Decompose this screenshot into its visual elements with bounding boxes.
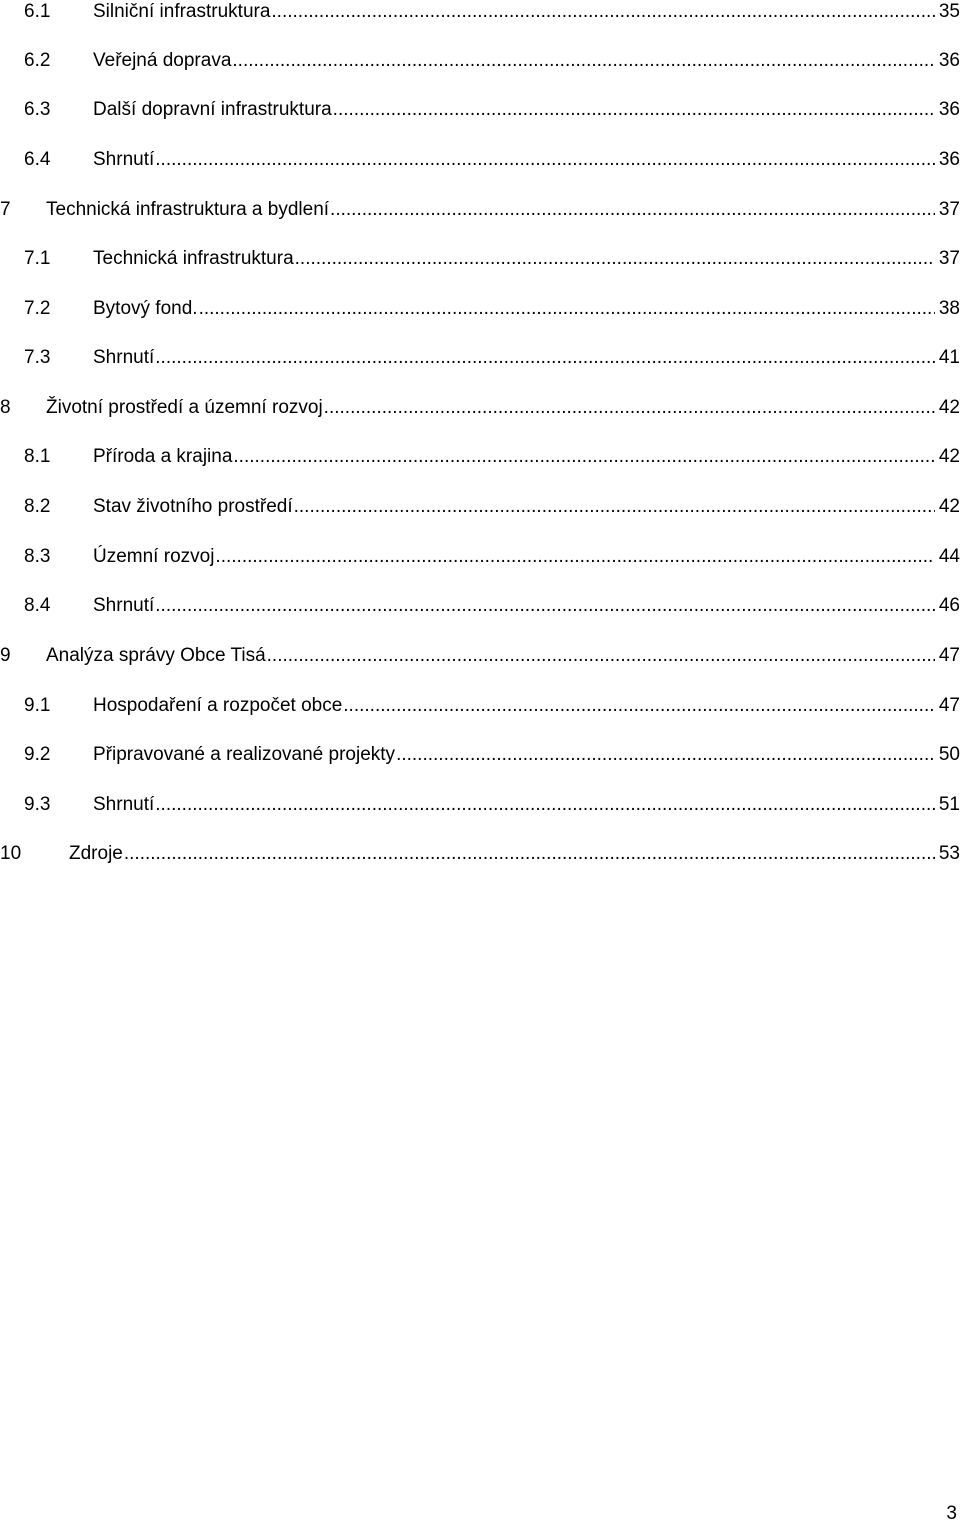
toc-entry-6-1[interactable]	[0, 0, 960, 30]
toc-entry-10[interactable]	[0, 842, 960, 872]
toc-entry-page: 38	[938, 298, 960, 319]
dot-leader	[215, 545, 934, 569]
toc-entry-6-3[interactable]	[0, 98, 960, 128]
toc-entry-8-1[interactable]	[0, 445, 960, 475]
toc-entry-8-2[interactable]	[0, 495, 960, 525]
toc-entry-9-2[interactable]	[0, 743, 960, 773]
dot-leader	[155, 793, 935, 817]
toc-entry-title: Technická infrastruktura a bydlení	[46, 199, 330, 220]
toc-entry-title: Analýza správy Obce Tisá	[46, 645, 266, 666]
toc-entry-number: 6.2	[24, 50, 51, 71]
dot-leader	[295, 247, 935, 271]
toc-entry-title: Shrnutí	[93, 347, 155, 368]
dot-leader	[199, 297, 935, 321]
toc-entry-number: 8.4	[24, 595, 51, 616]
toc-entry-6-2[interactable]	[0, 49, 960, 79]
toc-entry-page: 36	[938, 99, 960, 120]
toc-entry-title: Další dopravní infrastruktura	[93, 99, 332, 120]
toc-entry-number: 9.3	[24, 794, 51, 815]
toc-entry-8[interactable]	[0, 396, 960, 426]
dot-leader	[155, 346, 935, 370]
toc-entry-page: 47	[938, 645, 960, 666]
dot-leader	[324, 396, 935, 420]
toc-entry-title: Shrnutí	[93, 595, 155, 616]
toc-entry-title: Shrnutí	[93, 149, 155, 170]
toc-entry-8-4[interactable]	[0, 594, 960, 624]
dot-leader	[155, 148, 935, 172]
toc-entry-page: 50	[938, 744, 960, 765]
toc-entry-page: 37	[938, 248, 960, 269]
toc-entry-page: 47	[938, 695, 960, 716]
toc-entry-page: 53	[938, 843, 960, 864]
page-number: 3	[946, 1503, 957, 1524]
toc-entry-title: Veřejná doprava	[93, 50, 232, 71]
toc-entry-6-4[interactable]	[0, 148, 960, 178]
dot-leader	[124, 842, 935, 866]
toc-entry-number: 6.1	[24, 1, 51, 22]
dot-leader	[333, 98, 935, 122]
toc-entry-number: 9	[0, 645, 11, 666]
toc-entry-7-2[interactable]	[0, 297, 960, 327]
toc-entry-page: 51	[938, 794, 960, 815]
toc-entry-page: 37	[938, 199, 960, 220]
toc-entry-title: Bytový fond.	[93, 298, 198, 319]
toc-entry-8-3[interactable]	[0, 545, 960, 575]
dot-leader	[271, 0, 934, 24]
dot-leader	[396, 743, 935, 767]
toc-entry-page: 42	[938, 496, 960, 517]
toc-entry-page: 44	[938, 546, 960, 567]
dot-leader	[343, 694, 935, 718]
toc-entry-number: 7.3	[24, 347, 51, 368]
toc-entry-number: 6.4	[24, 149, 51, 170]
dot-leader	[232, 49, 934, 73]
toc-entry-number: 7	[0, 199, 11, 220]
toc-entry-title: Územní rozvoj	[93, 546, 215, 567]
toc-entry-title: Technická infrastruktura	[93, 248, 294, 269]
toc-entry-7-1[interactable]	[0, 247, 960, 277]
toc-entry-page: 46	[938, 595, 960, 616]
dot-leader	[294, 495, 935, 519]
toc-entry-title: Silniční infrastruktura	[93, 1, 271, 22]
toc-entry-7-3[interactable]	[0, 346, 960, 376]
toc-entry-number: 8	[0, 397, 11, 418]
toc-entry-title: Shrnutí	[93, 794, 155, 815]
dot-leader	[155, 594, 935, 618]
dot-leader	[233, 445, 934, 469]
toc-entry-page: 41	[938, 347, 960, 368]
toc-entry-9[interactable]	[0, 644, 960, 674]
toc-entry-7[interactable]	[0, 198, 960, 228]
toc-entry-page: 36	[938, 50, 960, 71]
toc-entry-number: 8.3	[24, 546, 51, 567]
toc-entry-title: Příroda a krajina	[93, 446, 233, 467]
toc-entry-page: 35	[938, 1, 960, 22]
toc-entry-number: 6.3	[24, 99, 51, 120]
toc-entry-title: Připravované a realizované projekty	[93, 744, 396, 765]
toc-entry-title: Stav životního prostředí	[93, 496, 293, 517]
toc-entry-title: Hospodaření a rozpočet obce	[93, 695, 343, 716]
toc-entry-title: Zdroje	[69, 843, 123, 864]
toc-entry-number: 8.2	[24, 496, 51, 517]
toc-entry-title: Životní prostředí a územní rozvoj	[46, 397, 323, 418]
dot-leader	[330, 198, 935, 222]
dot-leader	[267, 644, 935, 668]
toc-entry-page: 36	[938, 149, 960, 170]
toc-entry-number: 9.2	[24, 744, 51, 765]
toc-entry-page: 42	[938, 397, 960, 418]
toc-entry-9-3[interactable]	[0, 793, 960, 823]
toc-entry-number: 10	[0, 843, 22, 864]
toc-entry-number: 8.1	[24, 446, 51, 467]
toc-entry-number: 9.1	[24, 695, 51, 716]
toc-entry-number: 7.1	[24, 248, 51, 269]
toc-entry-number: 7.2	[24, 298, 51, 319]
toc-entry-page: 42	[938, 446, 960, 467]
toc-entry-9-1[interactable]	[0, 694, 960, 724]
